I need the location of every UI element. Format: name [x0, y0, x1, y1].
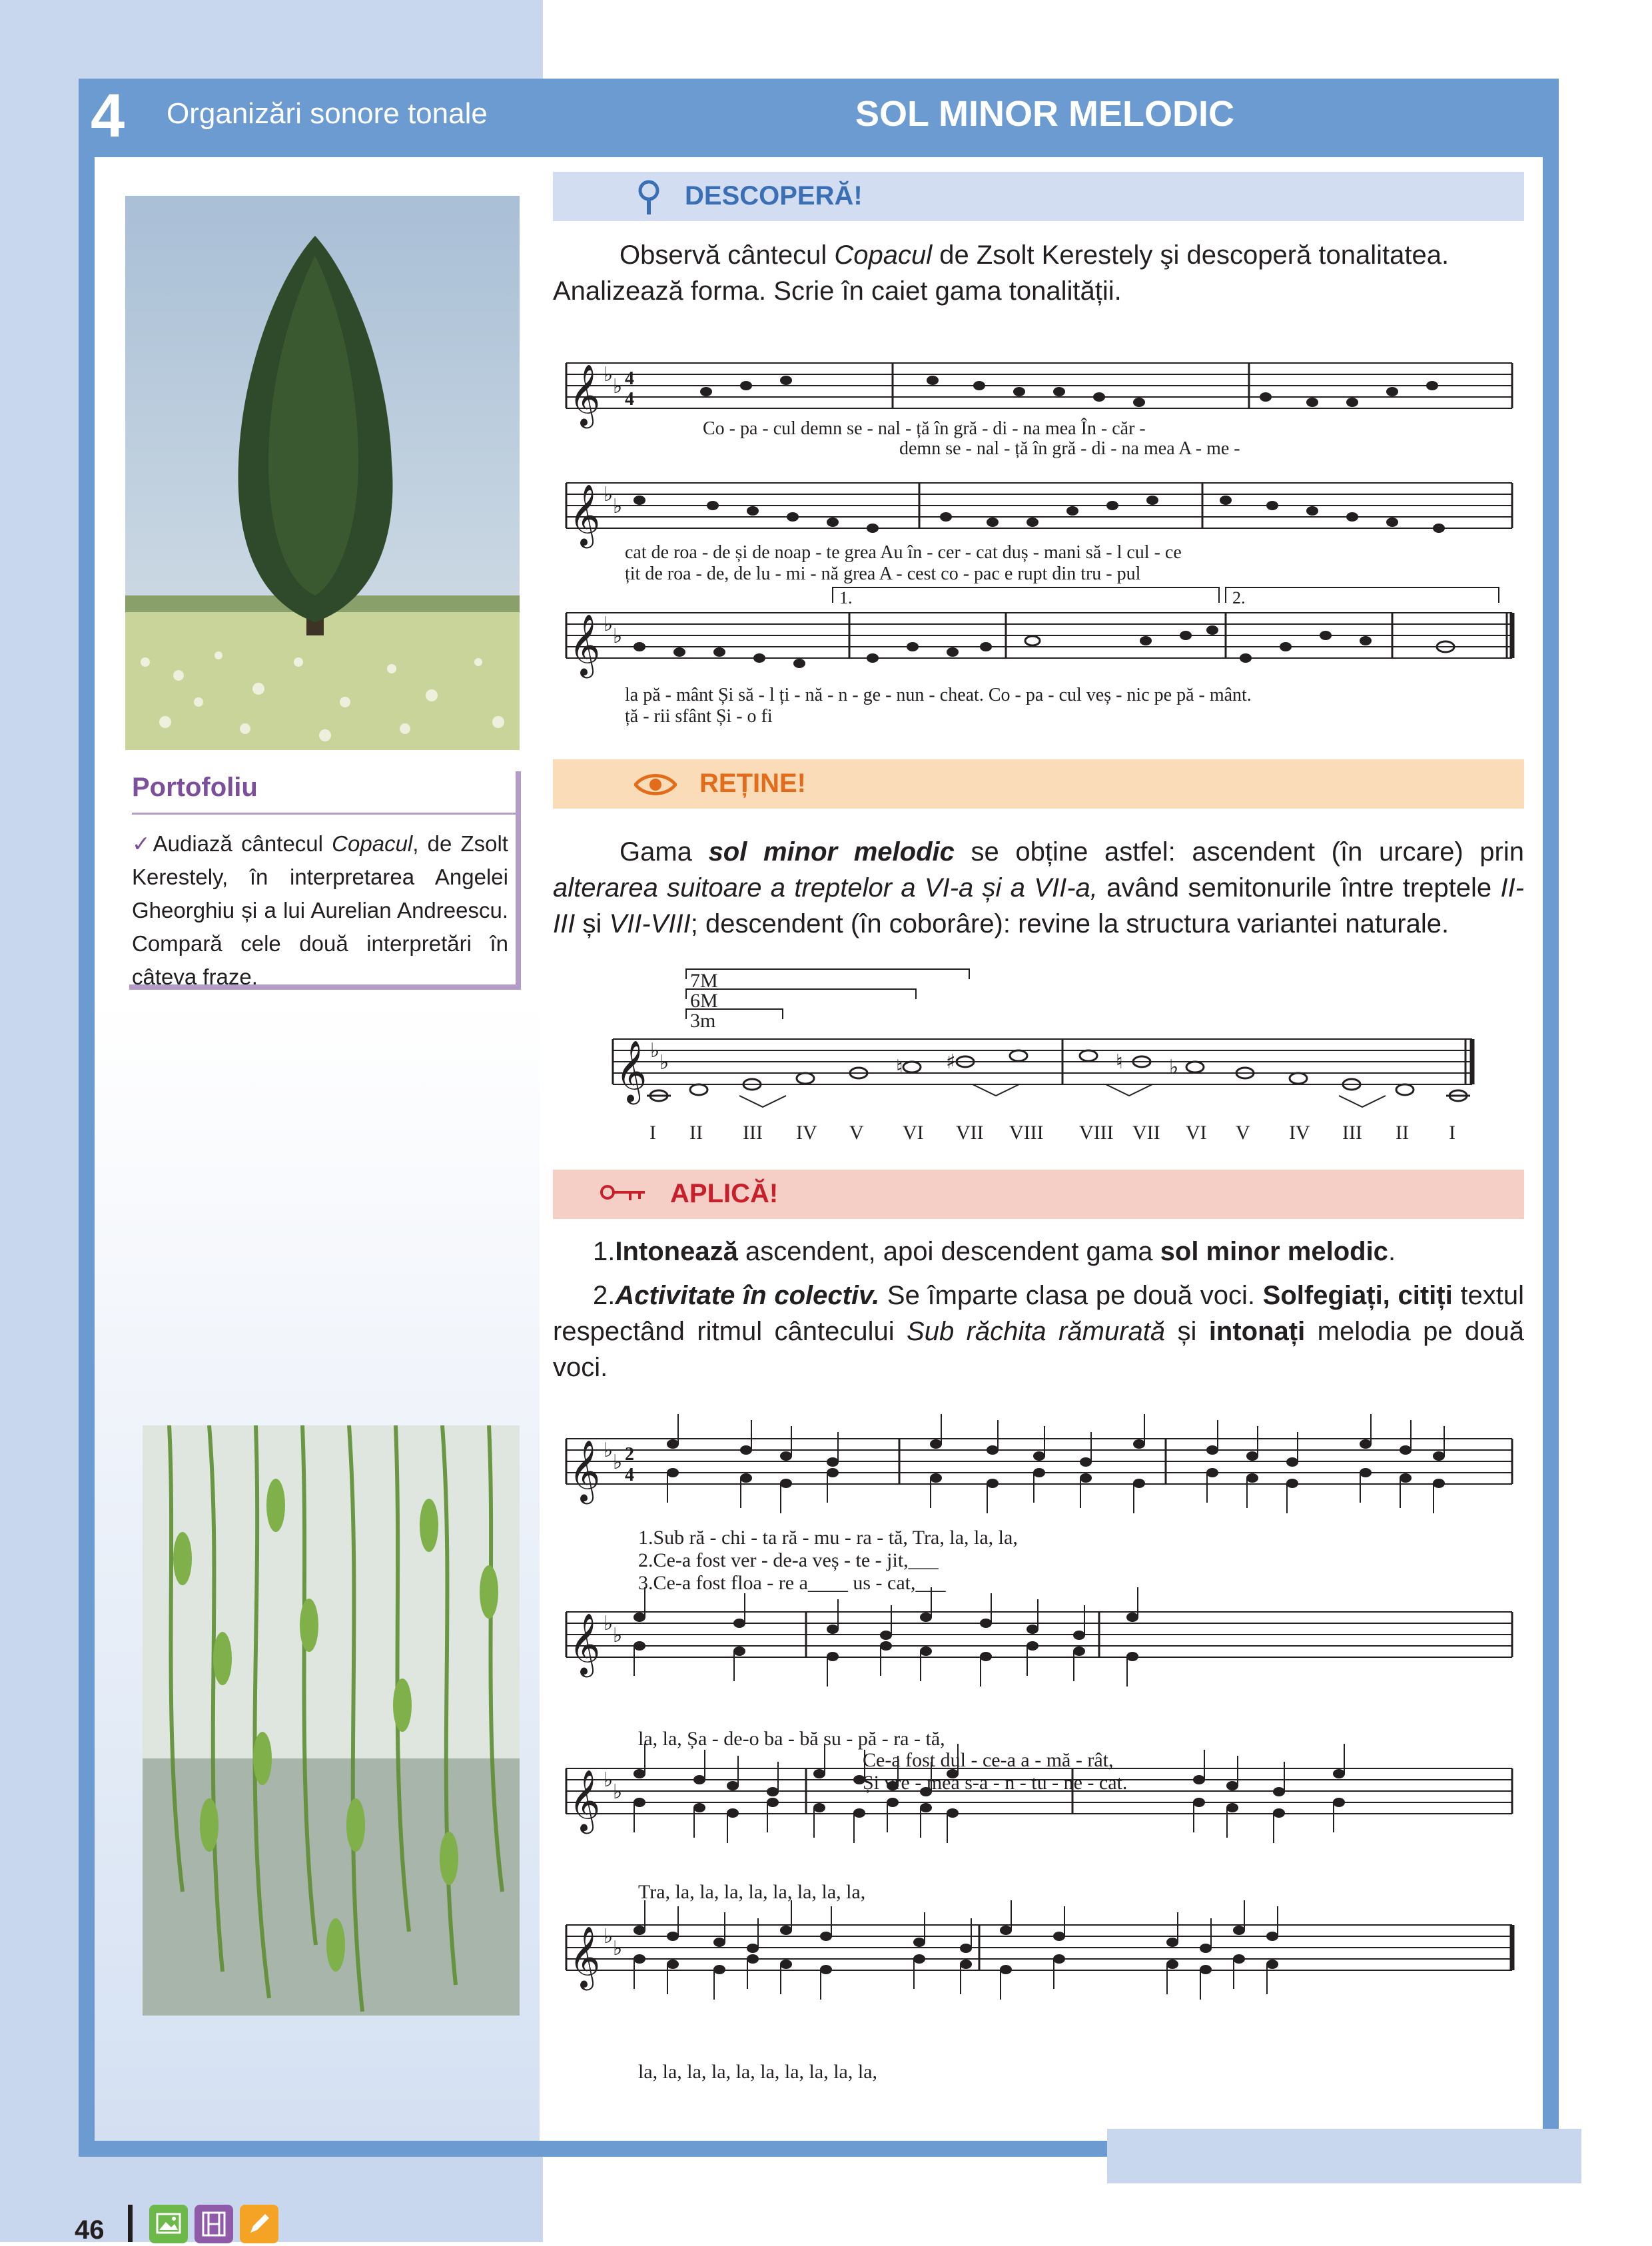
- scale-degree: III: [743, 1122, 763, 1144]
- song2-lyrics-r4: la, la, la, la, la, la, la, la, la, la,: [638, 2061, 878, 2083]
- lower-voice-note: [1360, 1468, 1372, 1477]
- lower-voice-note: [1053, 1954, 1065, 1964]
- upper-voice-note: [1433, 1451, 1445, 1461]
- lower-voice-note: [633, 1641, 645, 1651]
- key-icon: [600, 1184, 646, 1204]
- lower-voice-note: [713, 1965, 725, 1974]
- svg-text:𝄞: 𝄞: [616, 1040, 647, 1102]
- accidental: ♮: [896, 1056, 903, 1079]
- upper-voice-note: [1286, 1457, 1298, 1467]
- song2-lyrics-r3: Tra, la, la, la, la, la, la, la, la,: [638, 1881, 866, 1903]
- lower-voice-note: [1200, 1965, 1212, 1974]
- page-header: [79, 79, 1559, 157]
- svg-text:♭: ♭: [613, 625, 623, 648]
- scale-note: [1080, 1050, 1097, 1061]
- svg-text:𝄞: 𝄞: [569, 613, 601, 675]
- descopera-text: Observă cântecul Copacul de Zsolt Kerestely şi descoperă tonalitatea. Analizează forma. Scrie în caiet gama tonalității.: [553, 240, 1449, 306]
- retine-text: Gama sol minor melodic se obține astfel: ascendent (în urcare) prin alterarea suitoare a treptelor a VI-a și a VII-a, având semitonurile între treptele II-III și VII-VIII; descendent (în coborâre): revine la structura variantei naturale.: [553, 837, 1524, 938]
- song2-lyrics-r2-l1: la, la, Șa - de-o ba - bă su - pă - ra - tă,: [638, 1728, 945, 1750]
- svg-text:♭: ♭: [613, 1780, 623, 1804]
- svg-text:♭: ♭: [613, 495, 623, 518]
- portfolio-divider: [132, 813, 518, 815]
- lower-voice-note: [1126, 1652, 1138, 1661]
- svg-text:♭: ♭: [604, 363, 614, 386]
- upper-voice-note: [913, 1938, 925, 1947]
- lower-voice-note: [947, 1808, 959, 1818]
- upper-voice-note: [827, 1457, 839, 1467]
- scale-degree: V: [1236, 1122, 1250, 1144]
- interval-3m: 3m: [690, 1010, 716, 1032]
- scale-degree: III: [1342, 1122, 1362, 1144]
- lower-voice-note: [727, 1808, 739, 1818]
- scale-degree: I: [1449, 1122, 1455, 1144]
- svg-text:♭: ♭: [613, 375, 623, 398]
- upper-voice-note: [1266, 1932, 1278, 1941]
- svg-text:♭: ♭: [604, 613, 614, 636]
- upper-voice-note: [813, 1769, 825, 1778]
- upper-voice-note: [1333, 1769, 1345, 1778]
- accidental: ♮: [1116, 1050, 1123, 1074]
- aplica-section-bar: [553, 1170, 1524, 1219]
- upper-voice-note: [1073, 1631, 1085, 1640]
- song2-lyrics-r1-l2: 2.Ce-a fost ver - de-a veș - te - jit,___: [638, 1549, 939, 1571]
- lower-voice-note: [633, 1798, 645, 1807]
- svg-text:♭: ♭: [604, 1612, 614, 1635]
- portfolio-title: Portofoliu: [132, 773, 258, 802]
- scale-degree: VIII: [1079, 1122, 1114, 1144]
- lower-voice-note: [987, 1479, 999, 1488]
- upper-voice-note: [1000, 1926, 1012, 1935]
- chapter-title: Organizări sonore tonale: [167, 97, 488, 130]
- upper-voice-note: [727, 1781, 739, 1790]
- upper-voice-note: [1193, 1775, 1205, 1784]
- svg-text:𝄞: 𝄞: [569, 364, 601, 426]
- upper-voice-note: [767, 1787, 779, 1796]
- lower-voice-note: [1206, 1468, 1218, 1477]
- upper-voice-note: [1246, 1451, 1258, 1461]
- svg-text:♭: ♭: [613, 1451, 623, 1474]
- descopera-label: DESCOPERĂ!: [685, 181, 863, 210]
- svg-text:♭: ♭: [659, 1051, 669, 1074]
- scale-degree: IV: [1289, 1122, 1310, 1144]
- checkmark-icon: ✓: [132, 831, 153, 856]
- song2-lyrics-r2-l3: Și vre - mea s-a - n - tu - ne - cat.___: [863, 1772, 1158, 1794]
- upper-voice-note: [1126, 1613, 1138, 1622]
- scale-degree: VI: [1186, 1122, 1207, 1144]
- upper-voice-note: [713, 1938, 725, 1947]
- scale-degree: IV: [796, 1122, 817, 1144]
- copacul-lyrics-r1-v1: Co - pa - cul demn se - nal - ță în gră - di - na mea În - căr -: [703, 418, 1146, 439]
- scale-degree: VIII: [1009, 1122, 1044, 1144]
- footer-tab: [1107, 2129, 1581, 2183]
- portfolio-box: [129, 771, 521, 990]
- svg-text:4: 4: [625, 1465, 634, 1485]
- accidental: ♭: [1169, 1056, 1179, 1079]
- scale-degree: II: [689, 1122, 703, 1144]
- scale-diagram: [600, 959, 1492, 1146]
- image-icon[interactable]: [149, 2205, 188, 2243]
- pencil-icon[interactable]: [240, 2205, 278, 2243]
- lower-voice-note: [920, 1647, 932, 1656]
- lower-voice-note: [1166, 1960, 1178, 1969]
- copacul-lyrics-r3-v1: la pă - mânt Și să - l ți - nă - n - ge - nun - cheat. Co - pa - cul veș - nic pe pă - mânt.: [625, 685, 1252, 705]
- upper-voice-note: [1360, 1439, 1372, 1449]
- lower-voice-note: [747, 1954, 759, 1964]
- upper-voice-note: [930, 1439, 942, 1449]
- upper-voice-note: [667, 1932, 679, 1941]
- svg-text:2: 2: [625, 1444, 634, 1465]
- upper-voice-note: [780, 1451, 792, 1461]
- upper-voice-note: [1400, 1445, 1412, 1455]
- lower-voice-note: [887, 1798, 899, 1807]
- lower-voice-note: [780, 1960, 792, 1969]
- upper-voice-note: [633, 1769, 645, 1778]
- upper-voice-note: [1166, 1938, 1178, 1947]
- lower-voice-note: [1400, 1473, 1412, 1483]
- upper-voice-note: [980, 1619, 992, 1628]
- lower-voice-note: [920, 1803, 932, 1812]
- svg-text:♭: ♭: [650, 1039, 660, 1062]
- lower-voice-note: [1233, 1954, 1245, 1964]
- svg-text:𝄞: 𝄞: [569, 1613, 601, 1675]
- svg-text:♭: ♭: [604, 1925, 614, 1948]
- upper-voice-note: [1133, 1439, 1145, 1449]
- lower-voice-note: [930, 1473, 942, 1483]
- svg-text:𝄞: 𝄞: [569, 484, 601, 546]
- svg-text:♭: ♭: [613, 1937, 623, 1960]
- portfolio-text: ✓Audiază cântecul Copacul, de Zsolt Kerestely, în interpretarea Angelei Gheorghiu și a lui Aurelian Andreescu. Compară cele două interpretări în câteva fraze.: [132, 831, 508, 989]
- upper-voice-note: [1200, 1944, 1212, 1953]
- lower-voice-note: [820, 1965, 832, 1974]
- upper-voice-note: [667, 1439, 679, 1449]
- lower-voice-note: [767, 1798, 779, 1807]
- song2-lyrics-r2-l2: Ce-a fost dul - ce-a a - mă - rât,___: [863, 1749, 1144, 1771]
- svg-text:♭: ♭: [604, 1768, 614, 1792]
- chapter-number: 4: [91, 82, 125, 150]
- upper-voice-note: [827, 1625, 839, 1634]
- scale-degree: VI: [903, 1122, 924, 1144]
- lower-voice-note: [1033, 1468, 1045, 1477]
- svg-text:𝄞: 𝄞: [569, 1769, 601, 1831]
- film-icon[interactable]: [195, 2205, 233, 2243]
- upper-voice-note: [880, 1631, 892, 1640]
- svg-text:𝄞: 𝄞: [569, 1926, 601, 1988]
- upper-voice-note: [920, 1613, 932, 1622]
- poplar-tree-photo: [125, 196, 520, 750]
- page-number: 46: [75, 2215, 105, 2245]
- lower-voice-note: [1266, 1960, 1278, 1969]
- upper-voice-note: [747, 1944, 759, 1953]
- lower-voice-note: [813, 1803, 825, 1812]
- lower-voice-note: [960, 1960, 972, 1969]
- lower-voice-note: [1286, 1479, 1298, 1488]
- copacul-lyrics-r2-v1: cat de roa - de și de noap - te grea Au în - cer - cat duș - mani să - l cul - ce: [625, 542, 1182, 563]
- upper-voice-note: [987, 1445, 999, 1455]
- svg-text:4: 4: [625, 389, 634, 410]
- lower-voice-note: [667, 1960, 679, 1969]
- descopera-section-bar: [553, 172, 1524, 221]
- magnifier-icon: [636, 180, 661, 217]
- copacul-lyrics-r3-v2: ță - rii sfânt Și - o fi: [625, 706, 773, 727]
- lower-voice-note: [1433, 1479, 1445, 1488]
- scale-note: [903, 1062, 921, 1072]
- scale-degree: VII: [956, 1122, 984, 1144]
- upper-voice-note: [1053, 1932, 1065, 1941]
- lower-voice-note: [913, 1954, 925, 1964]
- upper-voice-note: [1273, 1787, 1285, 1796]
- scale-degree: VII: [1132, 1122, 1160, 1144]
- sub-rachita-score: [553, 1412, 1525, 2131]
- lower-voice-note: [1133, 1479, 1145, 1488]
- scale-degree: I: [649, 1122, 656, 1144]
- lower-voice-note: [1000, 1965, 1012, 1974]
- lower-voice-note: [827, 1468, 839, 1477]
- upper-voice-note: [780, 1926, 792, 1935]
- upper-voice-note: [820, 1932, 832, 1941]
- upper-voice-note: [633, 1613, 645, 1622]
- footer-rule: [128, 2205, 133, 2242]
- copacul-lyrics-r1-v2: demn se - nal - ță în gră - di - na mea A - me -: [899, 438, 1240, 459]
- scale-degree: II: [1396, 1122, 1409, 1144]
- aplica-item-2: 2.Activitate în colectiv. Se împarte clasa pe două voci. Solfegiați, citiți textul respectând ritmul cântecului Sub răchita rămurată și intonați melodia pe două voci.: [553, 1281, 1524, 1382]
- lower-voice-note: [1246, 1473, 1258, 1483]
- scale-degree: V: [849, 1122, 864, 1144]
- lower-voice-note: [733, 1647, 745, 1656]
- upper-voice-note: [1033, 1451, 1045, 1461]
- page-title: SOL MINOR MELODIC: [855, 94, 1235, 134]
- lower-voice-note: [827, 1652, 839, 1661]
- scale-note: [1396, 1084, 1414, 1095]
- upper-voice-note: [1206, 1445, 1218, 1455]
- svg-text:♭: ♭: [604, 483, 614, 506]
- retine-section-bar: [553, 759, 1524, 809]
- aplica-label: APLICĂ!: [670, 1179, 779, 1208]
- song2-lyrics-r1-l3: 3.Ce-a fost floa - re a____ us - cat,___: [638, 1572, 946, 1594]
- aplica-item-1: 1.Intonează ascendent, apoi descendent gama sol minor melodic.: [593, 1237, 1396, 1266]
- lower-voice-note: [1080, 1473, 1092, 1483]
- upper-voice-note: [1080, 1457, 1092, 1467]
- lower-voice-note: [1273, 1808, 1285, 1818]
- volta-2: 2.: [1232, 588, 1246, 607]
- upper-voice-note: [633, 1926, 645, 1935]
- lower-voice-note: [780, 1479, 792, 1488]
- lower-voice-note: [633, 1954, 645, 1964]
- lower-voice-note: [693, 1803, 705, 1812]
- lower-voice-note: [667, 1468, 679, 1477]
- lower-voice-note: [980, 1652, 992, 1661]
- copacul-score: [553, 346, 1525, 733]
- upper-voice-note: [960, 1944, 972, 1953]
- svg-text:𝄞: 𝄞: [569, 1439, 601, 1501]
- lower-voice-note: [1193, 1798, 1205, 1807]
- accidental: ♯: [946, 1050, 956, 1074]
- song2-lyrics-r1-l1: 1.Sub ră - chi - ta ră - mu - ra - tă, Tra, la, la, la,: [638, 1527, 1018, 1549]
- lower-voice-note: [740, 1473, 752, 1483]
- volta-1: 1.: [839, 588, 853, 607]
- lower-voice-note: [853, 1808, 865, 1818]
- upper-voice-note: [1233, 1926, 1245, 1935]
- copacul-lyrics-r2-v2: țit de roa - de, de lu - mi - nă grea A - cest co - pac e rupt din tru - pul: [625, 563, 1141, 584]
- upper-voice-note: [740, 1445, 752, 1455]
- scale-note: [797, 1073, 814, 1084]
- upper-voice-note: [1226, 1781, 1238, 1790]
- upper-voice-note: [1027, 1625, 1038, 1634]
- svg-text:♭: ♭: [613, 1624, 623, 1647]
- scale-note: [1186, 1062, 1204, 1072]
- lower-voice-note: [880, 1641, 892, 1651]
- lower-voice-note: [1073, 1647, 1085, 1656]
- scale-note: [1290, 1073, 1307, 1084]
- interval-7M: 7M: [690, 970, 718, 992]
- lower-voice-note: [1333, 1798, 1345, 1807]
- scale-note: [1010, 1050, 1027, 1061]
- upper-voice-note: [693, 1775, 705, 1784]
- svg-text:♭: ♭: [604, 1439, 614, 1462]
- lower-voice-note: [1226, 1803, 1238, 1812]
- svg-text:4: 4: [625, 368, 634, 389]
- willow-tree-photo: [143, 1425, 520, 2016]
- interval-6M: 6M: [690, 990, 718, 1012]
- eye-icon: [634, 770, 677, 799]
- retine-label: REȚINE!: [699, 769, 806, 798]
- scale-note: [690, 1084, 707, 1095]
- upper-voice-note: [733, 1619, 745, 1628]
- lower-voice-note: [1027, 1641, 1038, 1651]
